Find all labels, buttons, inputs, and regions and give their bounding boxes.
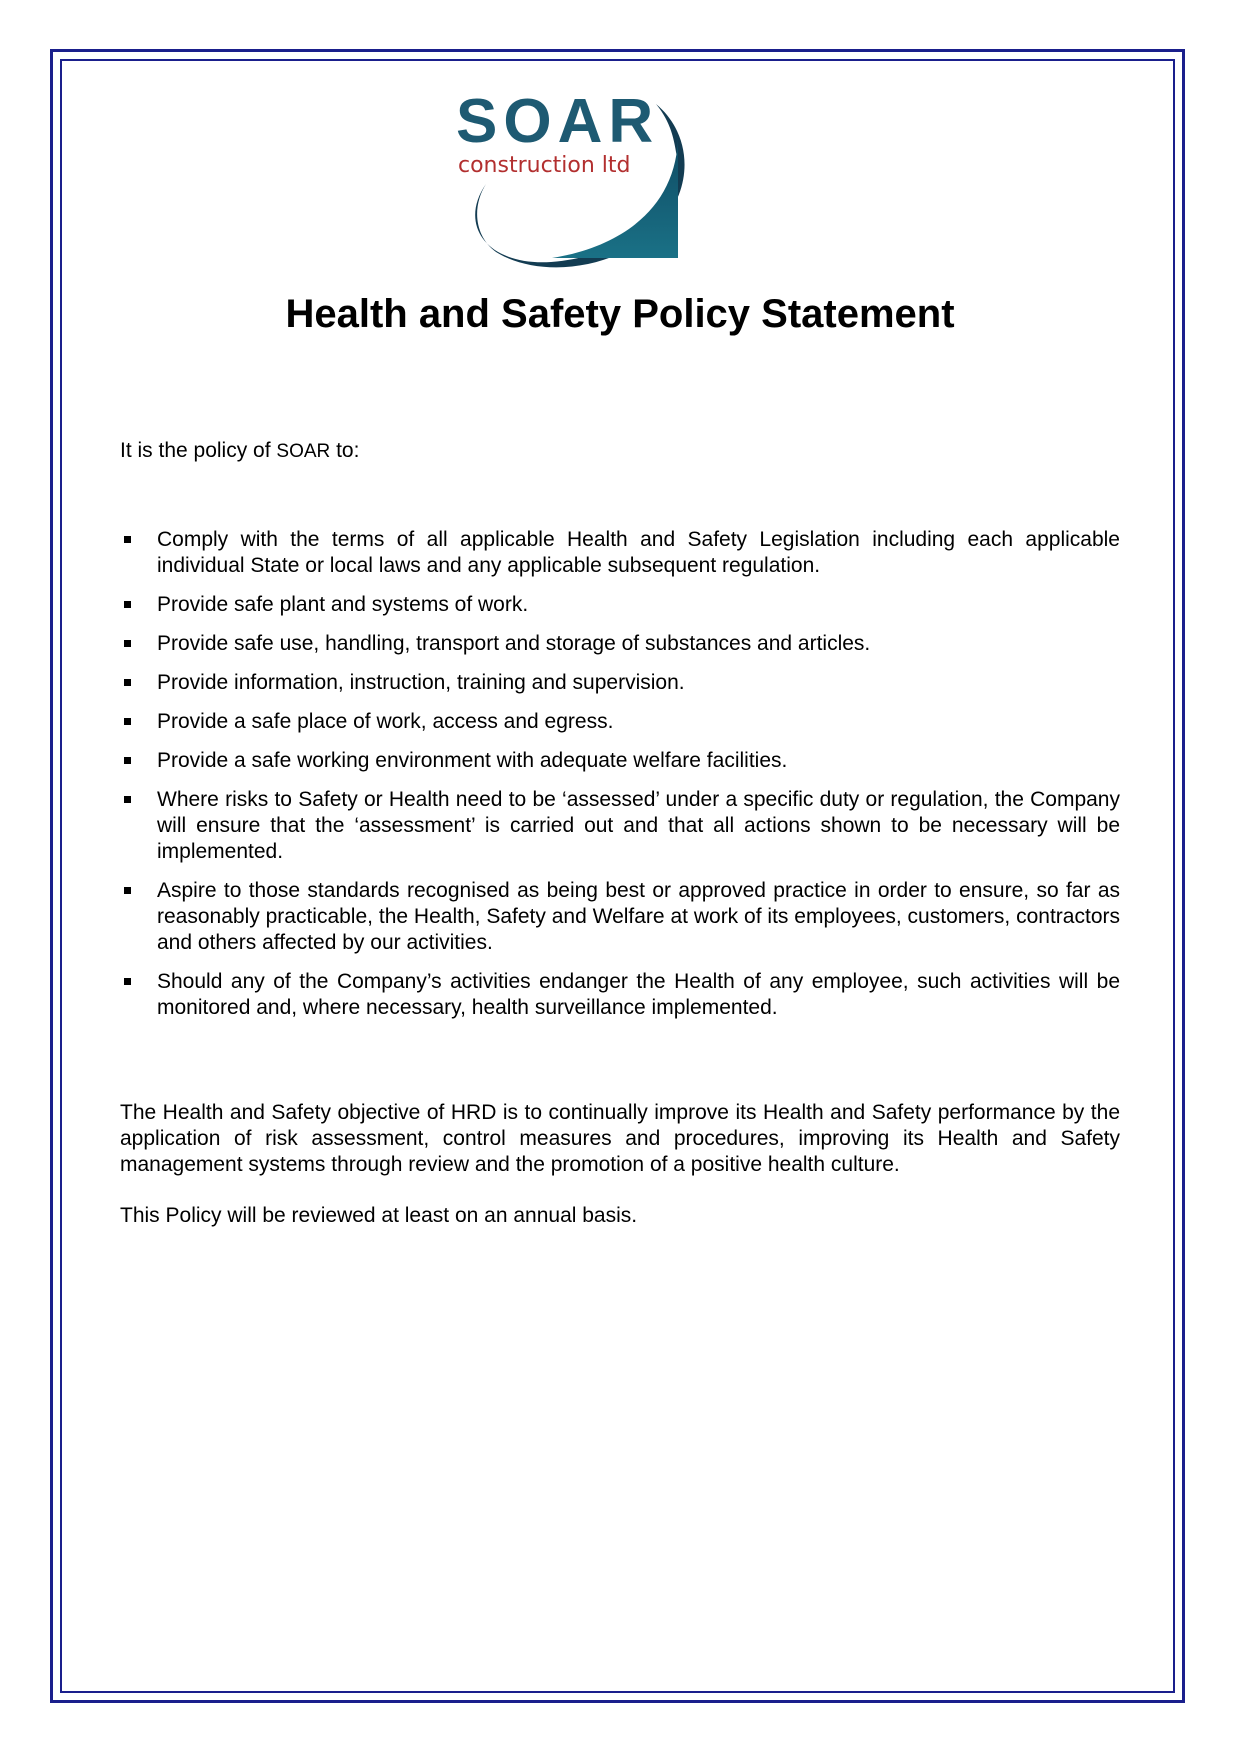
policy-list (120, 527, 1120, 1021)
intro-prefix: It is the policy of (120, 439, 277, 462)
bullet-icon (124, 978, 131, 985)
list-item-text: Comply with the terms of all applicable Health and Safety Legislation including each applicable individual State or local laws and any applicable subsequent regulation. (157, 528, 1120, 577)
bullet-icon (124, 601, 131, 608)
list-item (120, 631, 1120, 657)
bullet-icon (124, 796, 131, 803)
list-item-text: Provide safe plant and systems of work. (157, 593, 529, 616)
list-item-text: Provide a safe working environment with adequate welfare facilities. (157, 749, 788, 772)
list-item (120, 592, 1120, 618)
list-item (120, 748, 1120, 774)
page-title: Health and Safety Policy Statement (285, 292, 955, 336)
review-note: This Policy will be reviewed at least on an annual basis. (120, 1204, 638, 1227)
list-item-text: Provide information, instruction, training and supervision. (157, 671, 685, 694)
objective-paragraph: The Health and Safety objective of HRD is to continually improve its Health and Safety performance by the application of risk assessment, control measures and procedures, improving its Health and Safety management systems through review and the promotion of a positive health culture. (120, 1101, 1120, 1176)
list-item (120, 527, 1120, 579)
intro-suffix: to: (330, 439, 360, 462)
list-item (120, 878, 1120, 956)
list-item (120, 969, 1120, 1021)
list-item (120, 709, 1120, 735)
bullet-icon (124, 640, 131, 647)
list-item-text: Should any of the Company’s activities endanger the Health of any employee, such activities will be monitored and, where necessary, health surveillance implemented. (157, 970, 1120, 1019)
bullet-icon (124, 679, 131, 686)
list-item-text: Aspire to those standards recognised as being best or approved practice in order to ensure, so far as reasonably practicable, the Health, Safety and Welfare at work of its employees, customers, contractors and others affected by our activities. (157, 879, 1120, 954)
intro-org: SOAR (276, 441, 331, 462)
bullet-icon (124, 757, 131, 764)
policy-body (120, 438, 1120, 1229)
list-item-text: Provide a safe place of work, access and egress. (157, 710, 614, 733)
company-logo (456, 84, 756, 274)
list-item (120, 670, 1120, 696)
logo-name: SOAR (456, 87, 660, 156)
list-item-text: Where risks to Safety or Health need to be ‘assessed’ under a specific duty or regulation, the Company will ensure that the ‘assessment’ is carried out and that all actions shown to be necessary will be implemented. (157, 788, 1120, 863)
list-item (120, 787, 1120, 865)
logo-graphic (456, 84, 756, 274)
intro-line (120, 438, 1120, 465)
bullet-icon (124, 887, 131, 894)
list-item-text: Provide safe use, handling, transport and storage of substances and articles. (157, 632, 871, 655)
logo-subtitle: construction ltd (458, 153, 631, 178)
bullet-icon (124, 718, 131, 725)
bullet-icon (124, 536, 131, 543)
